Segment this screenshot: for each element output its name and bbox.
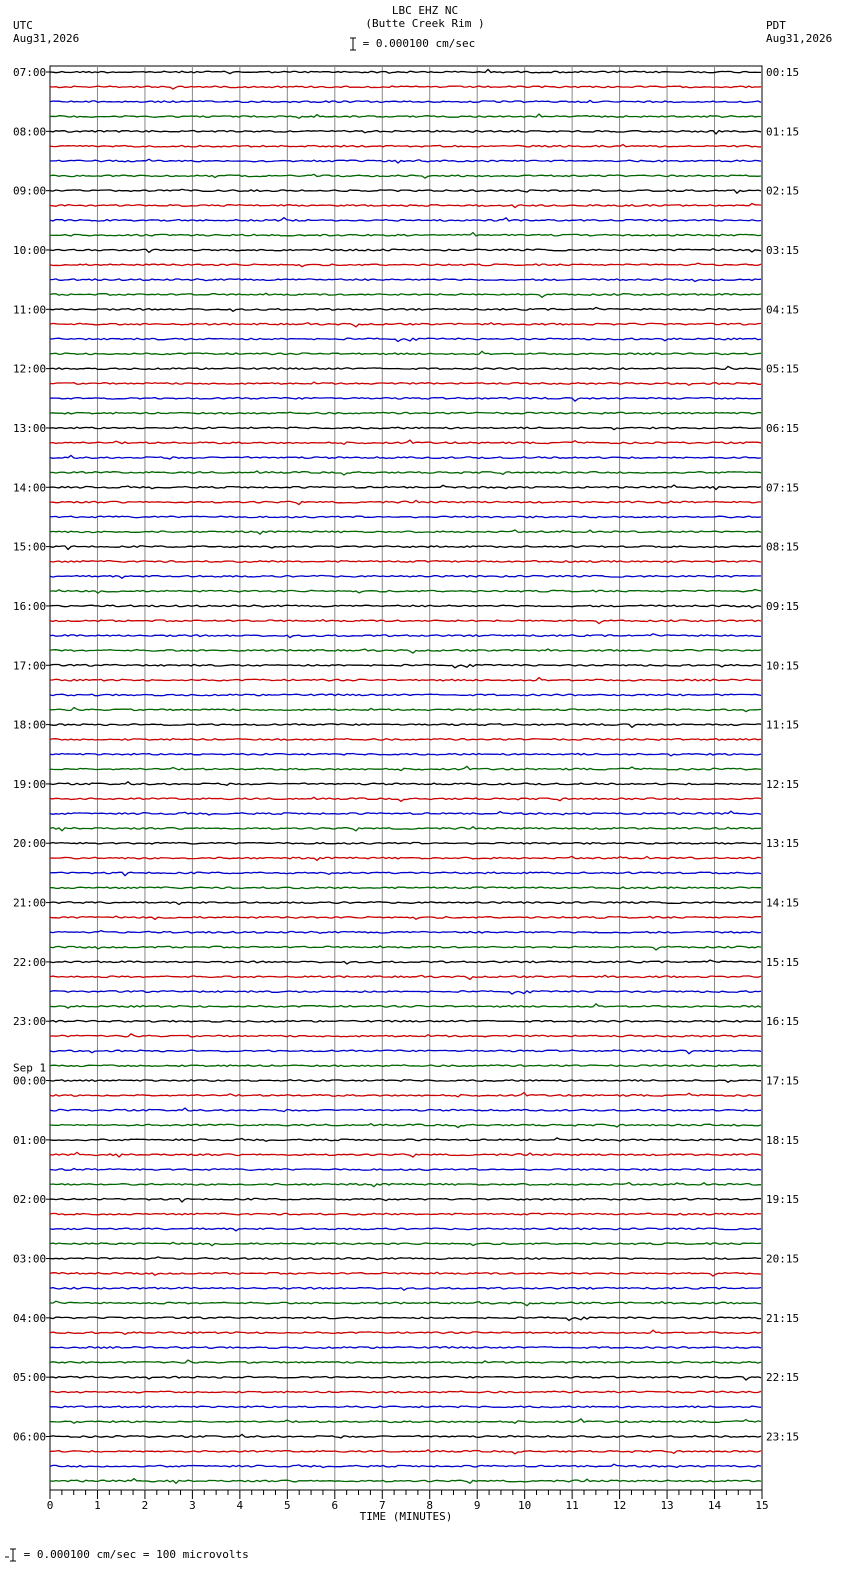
trace-line — [50, 1376, 761, 1380]
left-timezone: UTC — [13, 19, 33, 32]
trace-line — [50, 576, 761, 579]
date-change-label: Sep 1 — [13, 1061, 47, 1075]
x-tick-label: 3 — [189, 1499, 196, 1512]
left-hour-label: 17:00 — [13, 659, 47, 673]
right-hour-label: 00:15 — [766, 66, 800, 79]
right-hour-label: 01:15 — [766, 125, 800, 139]
right-hour-label: 22:15 — [766, 1371, 800, 1385]
x-tick-label: 5 — [284, 1499, 291, 1512]
x-tick-label: 7 — [378, 1499, 386, 1512]
trace-line — [50, 1169, 761, 1171]
right-hour-label: 05:15 — [766, 362, 800, 376]
right-hour-label: 23:15 — [766, 1430, 800, 1444]
left-hour-label: 22:00 — [13, 955, 47, 969]
trace-line — [50, 1479, 761, 1484]
trace-line — [50, 485, 761, 490]
trace-line — [50, 1213, 761, 1215]
left-hour-label: 16:00 — [13, 599, 47, 613]
trace-line — [50, 665, 761, 668]
right-hour-label: 07:15 — [766, 481, 800, 495]
trace-line — [50, 1108, 761, 1112]
left-hour-label: 04:00 — [13, 1311, 47, 1325]
trace-line — [50, 145, 761, 148]
trace-line — [50, 382, 761, 385]
trace-line — [50, 902, 761, 905]
trace-line — [50, 131, 761, 134]
right-hour-label: 04:15 — [766, 303, 800, 317]
trace-line — [50, 590, 761, 594]
footer-scale-text: = 0.000100 cm/sec = 100 microvolts — [23, 1548, 249, 1561]
trace-line — [50, 678, 761, 681]
right-hour-label: 10:15 — [766, 659, 800, 673]
left-hour-label: 19:00 — [13, 777, 47, 791]
trace-line — [50, 279, 761, 282]
trace-line — [50, 1065, 761, 1067]
trace-line — [50, 1242, 761, 1245]
trace-line — [50, 887, 761, 889]
trace-line — [50, 1360, 761, 1363]
right-timezone: PDT — [766, 19, 786, 32]
trace-line — [50, 456, 761, 460]
trace-line — [50, 975, 761, 979]
left-hour-label: 08:00 — [13, 125, 47, 139]
right-hour-label: 15:15 — [766, 955, 800, 969]
x-tick-label: 11 — [565, 1499, 579, 1512]
trace-line — [50, 218, 761, 221]
right-hour-label: 18:15 — [766, 1133, 800, 1147]
trace-line — [50, 1020, 761, 1022]
x-tick-label: 13 — [660, 1499, 674, 1512]
x-tick-label: 0 — [46, 1499, 54, 1512]
right-hour-label: 19:15 — [766, 1193, 800, 1207]
trace-line — [50, 1257, 761, 1260]
left-hour-label: 07:00 — [13, 66, 47, 79]
trace-line — [50, 1050, 761, 1054]
trace-line — [50, 351, 761, 354]
scale-text: = 0.000100 cm/sec — [362, 37, 476, 50]
trace-line — [50, 856, 761, 860]
left-hour-label: 09:00 — [13, 184, 47, 198]
x-tick-label: 4 — [236, 1499, 244, 1512]
right-hour-label: 06:15 — [766, 421, 800, 435]
trace-line — [50, 1093, 761, 1097]
left-hour-label: 23:00 — [13, 1015, 47, 1029]
trace-line — [50, 412, 761, 414]
trace-line — [50, 1434, 761, 1438]
trace-line — [50, 1301, 761, 1306]
trace-line — [50, 811, 761, 815]
trace-line — [50, 1198, 761, 1202]
trace-line — [50, 546, 761, 550]
right-hour-label: 16:15 — [766, 1015, 800, 1029]
trace-line — [50, 530, 761, 534]
x-tick-label: 1 — [94, 1499, 101, 1512]
left-hour-label: 05:00 — [13, 1371, 47, 1385]
right-hour-label: 08:15 — [766, 540, 800, 554]
trace-line — [50, 1287, 761, 1290]
trace-line — [50, 991, 761, 994]
footer-scale — [3, 1548, 249, 1562]
trace-line — [50, 634, 761, 638]
left-hour-label: 10:00 — [13, 243, 47, 257]
trace-line — [50, 649, 761, 653]
x-tick-label: 8 — [426, 1499, 434, 1512]
trace-line — [50, 174, 761, 178]
trace-line — [50, 293, 761, 297]
right-date: Aug31,2026 — [766, 32, 833, 45]
trace-line — [50, 1464, 761, 1467]
trace-line — [50, 159, 761, 163]
left-hour-label: 11:00 — [13, 303, 47, 317]
trace-line — [50, 1347, 761, 1349]
right-hour-label: 12:15 — [766, 777, 800, 791]
trace-line — [50, 308, 761, 312]
right-hour-label: 02:15 — [766, 184, 800, 198]
trace-line — [50, 69, 761, 73]
left-hour-label: 06:00 — [13, 1430, 47, 1444]
trace-line — [50, 323, 761, 327]
right-hour-label: 14:15 — [766, 896, 800, 910]
left-date: Aug31,2026 — [13, 32, 80, 45]
left-hour-label: 20:00 — [13, 837, 47, 851]
trace-line — [50, 1330, 761, 1334]
trace-line — [50, 1228, 761, 1231]
trace-line — [50, 946, 761, 950]
left-hour-label: 13:00 — [13, 421, 47, 435]
x-tick-label: 9 — [473, 1499, 481, 1512]
x-tick-label: 6 — [331, 1499, 339, 1512]
trace-line — [50, 1152, 761, 1157]
trace-line — [50, 782, 761, 786]
trace-line — [50, 754, 761, 756]
trace-line — [50, 1450, 761, 1454]
trace-line — [50, 1272, 761, 1276]
trace-line — [50, 843, 761, 845]
trace-line — [50, 916, 761, 919]
x-tick-label: 2 — [141, 1499, 149, 1512]
right-hour-label: 21:15 — [766, 1311, 800, 1325]
trace-line — [50, 440, 761, 444]
right-hour-label: 20:15 — [766, 1252, 800, 1266]
right-hour-label: 03:15 — [766, 243, 800, 257]
trace-line — [50, 561, 761, 563]
trace-line — [50, 724, 761, 728]
trace-line — [50, 338, 761, 341]
trace-line — [50, 620, 761, 624]
trace-line — [50, 204, 761, 208]
trace-line — [50, 263, 761, 266]
location-label: (Butte Creek Rim ) — [365, 17, 485, 30]
x-tick-label: 12 — [612, 1499, 627, 1512]
x-axis-label: TIME (MINUTES) — [359, 1510, 453, 1523]
trace-line — [50, 708, 761, 712]
trace-line — [50, 1406, 761, 1408]
trace-line — [50, 931, 761, 934]
trace-line — [50, 398, 761, 402]
trace-line — [50, 1004, 761, 1008]
right-hour-label: 09:15 — [766, 599, 800, 613]
trace-line — [50, 471, 761, 475]
trace-line — [50, 189, 761, 193]
trace-line — [50, 1124, 761, 1128]
x-tick-label: 15 — [755, 1499, 769, 1512]
left-hour-label: 12:00 — [13, 362, 47, 376]
left-hour-label: 21:00 — [13, 896, 47, 910]
left-hour-label: 15:00 — [13, 540, 47, 554]
left-hour-label: 18:00 — [13, 718, 47, 732]
station-label: LBC EHZ NC — [391, 4, 459, 17]
trace-line — [50, 694, 761, 696]
trace-line — [50, 249, 761, 253]
footer-scale-bar-icon — [3, 1548, 17, 1562]
trace-line — [50, 366, 761, 369]
trace-line — [50, 233, 761, 236]
right-hour-label: 13:15 — [766, 837, 800, 851]
trace-line — [50, 1317, 761, 1320]
trace-line — [50, 500, 761, 504]
trace-line — [50, 427, 761, 429]
trace-line — [50, 797, 761, 801]
trace-line — [50, 516, 761, 518]
left-hour-label: 14:00 — [13, 481, 47, 495]
trace-line — [50, 739, 761, 741]
trace-line — [50, 1183, 761, 1187]
right-hour-label: 11:15 — [766, 718, 800, 732]
trace-line — [50, 100, 761, 102]
trace-line — [50, 1080, 761, 1083]
trace-line — [50, 1391, 761, 1393]
trace-line — [50, 114, 761, 118]
x-tick-label: 14 — [707, 1499, 722, 1512]
trace-line — [50, 605, 761, 608]
trace-line — [50, 827, 761, 831]
trace-line — [50, 1034, 761, 1037]
trace-line — [50, 766, 761, 770]
trace-line — [50, 960, 761, 964]
left-hour-label: 02:00 — [13, 1193, 47, 1207]
left-hour-label: 00:00 — [13, 1074, 47, 1088]
right-hour-label: 17:15 — [766, 1074, 800, 1088]
trace-line — [50, 1138, 761, 1141]
trace-line — [50, 872, 761, 876]
trace-line — [50, 1419, 761, 1423]
trace-line — [50, 86, 761, 89]
left-hour-label: 03:00 — [13, 1252, 47, 1266]
left-hour-label: 01:00 — [13, 1133, 47, 1147]
x-tick-label: 10 — [518, 1499, 532, 1512]
